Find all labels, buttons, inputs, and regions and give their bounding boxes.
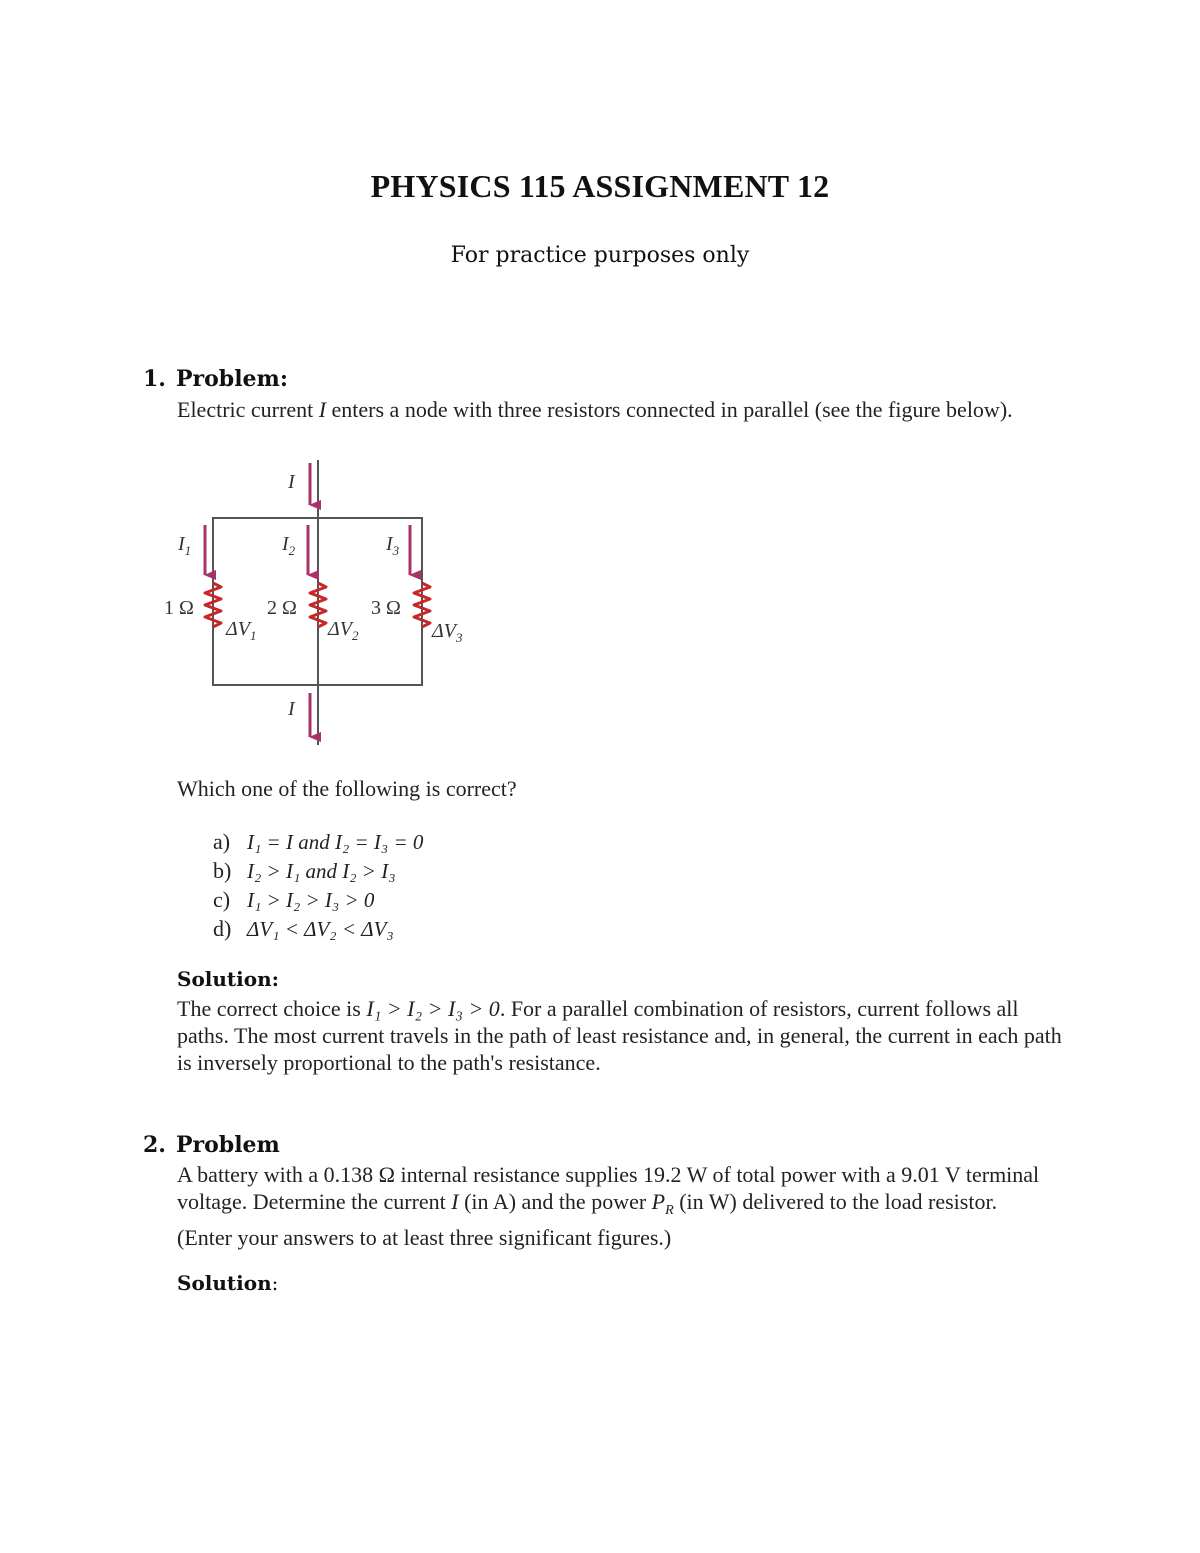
choice-b[interactable]: b) I₂ > I₁ and I₂ > I₃ — [213, 858, 396, 883]
variable-current: I — [451, 1189, 459, 1214]
branch-3-current-label: $I_3$ — [386, 533, 400, 558]
current-out-label: I — [288, 698, 295, 720]
branch-2-voltage-label: $\Delta V_2$ — [328, 618, 359, 643]
branch-1-current-label: $I_1$ — [178, 533, 192, 558]
solution-2-label: Solution: — [177, 1271, 279, 1295]
parallel-circuit-diagram — [150, 455, 480, 755]
solution-1-text: The correct choice is I₁ > I₂ > I₃ > 0. For a parallel combination of resistors, current follows all paths. The most current travels in the path of least resistance and, in general, the current in each path is inversely proportional to the path's resistance. — [177, 996, 1062, 1075]
problem-number: 2. — [143, 1132, 166, 1158]
branch-1-voltage-label: $\Delta V_1$ — [226, 618, 257, 643]
page-subtitle: For practice purposes only — [450, 243, 750, 268]
branch-3-voltage-label: $\Delta V_3$ — [432, 620, 463, 645]
answer-choices — [213, 828, 423, 944]
branch-1-resistance-label: 1 Ω — [164, 597, 194, 619]
intro-variable: I — [318, 397, 327, 422]
problem-number: 1. — [143, 366, 166, 392]
question-text: Which one of the following is correct? — [177, 776, 517, 801]
branch-3-resistance-label: 3 Ω — [371, 597, 401, 619]
page-title: PHYSICS 115 ASSIGNMENT 12 — [370, 168, 830, 204]
choice-a[interactable]: a) I₁ = I and I₂ = I₃ = 0 — [213, 829, 424, 854]
problem-2-text: A battery with a 0.138 Ω internal resistance supplies 19.2 W of total power with a 9.01 V terminal voltage. Determine the current I (in A) and the power $P_R$ (in W) delivered to the load resistor. (Enter your answers to at least three significant figures.) — [177, 1162, 1040, 1250]
problem-2-heading — [143, 1132, 280, 1158]
intro-text: Electric current — [177, 397, 319, 422]
choice-c[interactable]: c) I₁ > I₂ > I₃ > 0 — [213, 887, 375, 912]
choice-d[interactable]: d) ΔV₁ < ΔV₂ < ΔV₃ — [213, 916, 394, 941]
solution-1-label: Solution: — [177, 967, 280, 991]
intro-text-rest: enters a node with three resistors connected in parallel (see the figure below). — [326, 397, 1013, 422]
problem-1-intro — [177, 396, 1077, 423]
variable-power: P — [651, 1189, 666, 1214]
current-in-label: I — [288, 471, 295, 493]
problem-label: Problem — [176, 1132, 280, 1158]
solution-expression: I₁ > I₂ > I₃ > 0 — [366, 996, 500, 1021]
branch-2-current-label: $I_2$ — [282, 533, 296, 558]
branch-2-resistance-label: 2 Ω — [267, 597, 297, 619]
problem-label: Problem: — [176, 366, 288, 392]
problem-1-heading — [143, 366, 288, 392]
